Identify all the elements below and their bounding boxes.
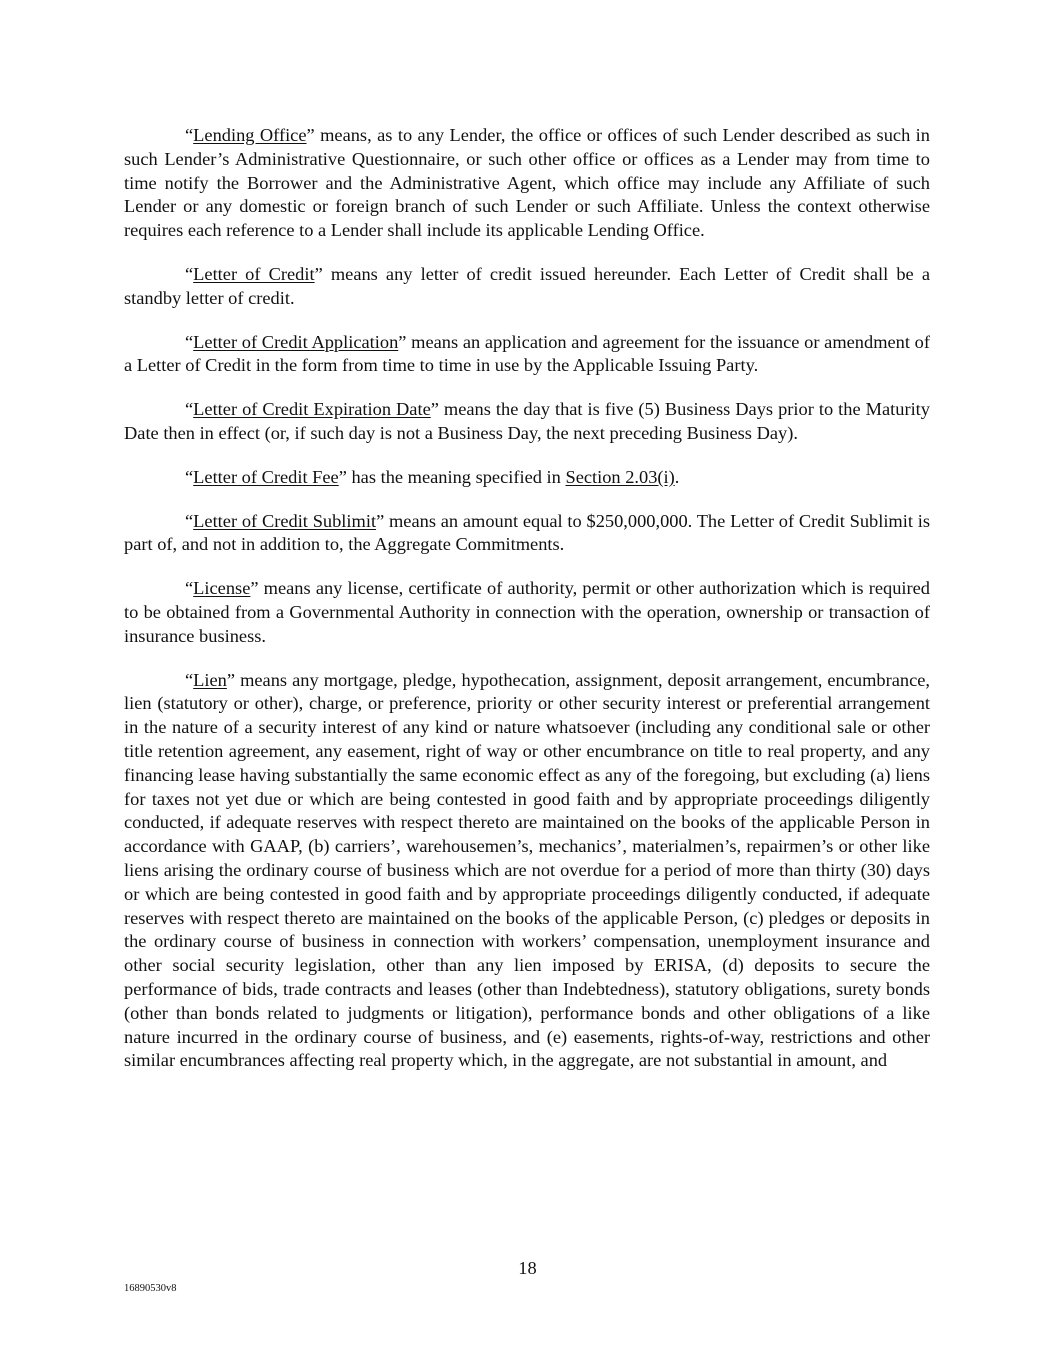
defined-term: Lending Office <box>193 125 307 145</box>
definition-lending-office: “Lending Office” means, as to any Lender, the office or offices of such Lender described as such in such Lender’s Administrative Questionnaire, or such other office or offices as a Lender may from time to time notify the Borrower and the Administrative Agent, which office may include any Affiliate of such Lender or any domestic or foreign branch of such Lender or such Affiliate. Unless the context otherwise requires each reference to a Lender shall include its applicable Lending Office. <box>124 125 930 241</box>
section-reference: Section 2.03(i) <box>565 466 675 487</box>
defined-term: License <box>193 578 251 599</box>
defined-term: Lien <box>193 669 227 690</box>
definition-license: “License” means any license, certificate of authority, permit or other authorization which is required to be obtained from a Governmental Authority in connection with the operation, ownership or transaction of insurance business. <box>124 578 930 646</box>
document-id: 16890530v8 <box>124 1283 177 1294</box>
definition-letter-of-credit-expiration-date: “Letter of Credit Expiration Date” means the day that is five (5) Business Days prior to the Maturity Date then in effect (or, if such day is not a Business Day, the next preceding Business Day). <box>124 399 930 443</box>
page-number: 18 <box>518 1258 537 1278</box>
definition-letter-of-credit: “Letter of Credit” means any letter of credit issued hereunder. Each Letter of Credit shall be a standby letter of credit. <box>124 263 930 308</box>
definition-lien: “Lien” means any mortgage, pledge, hypothecation, assignment, deposit arrangement, encumbrance, lien (statutory or other), charge, or preference, priority or other security interest or preferential arrangement in the nature of a security interest of any kind or nature whatsoever (including any conditional sale or other title retention agreement, any easement, right of way or other encumbrance on title to real property, and any financing lease having substantially the same economic effect as any of the foregoing, but excluding (a) liens for taxes not yet due or which are being contested in good faith and by appropriate proceedings diligently conducted, if adequate reserves with respect thereto are maintained on the books of the applicable Person in accordance with GAAP, (b) carriers’, warehousemen’s, mechanics’, materialmen’s, repairmen’s or other like liens arising the ordinary course of business which are not overdue for a period of more than thirty (30) days or which are being contested in good faith and by appropriate proceedings diligently conducted, if adequate reserves with respect thereto are maintained on the books of the applicable Person, (c) pledges or deposits in the ordinary course of business in connection with workers’ compensation, unemployment insurance and other social security legislation, other than any lien imposed by ERISA, (d) deposits to secure the performance of bids, trade contracts and leases (other than Indebtedness), statutory obligations, surety bonds (other than bonds related to judgments or litigation), performance bonds and other obligations of a like nature incurred in the ordinary course of business, and (e) easements, rights-of-way, restrictions and other similar encumbrances affecting real property which, in the aggregate, are not substantial in amount, and <box>124 669 930 1071</box>
definition-letter-of-credit-application: “Letter of Credit Application” means an application and agreement for the issuance or amendment of a Letter of Credit in the form from time to time in use by the Applicable Issuing Party. <box>124 331 930 376</box>
defined-term: Letter of Credit Fee <box>193 466 339 487</box>
definition-letter-of-credit-fee: “Letter of Credit Fee” has the meaning specified in Section 2.03(i). <box>185 466 680 487</box>
definition-letter-of-credit-sublimit: “Letter of Credit Sublimit” means an amount equal to $250,000,000. The Letter of Credit Sublimit is part of, and not in addition to, the Aggregate Commitments. <box>124 510 930 555</box>
defined-term: Letter of Credit Sublimit <box>193 510 377 531</box>
defined-term: Letter of Credit <box>193 263 315 284</box>
document-body <box>124 124 930 1093</box>
defined-term: Letter of Credit Expiration Date <box>193 399 431 420</box>
defined-term: Letter of Credit Application <box>193 331 399 352</box>
